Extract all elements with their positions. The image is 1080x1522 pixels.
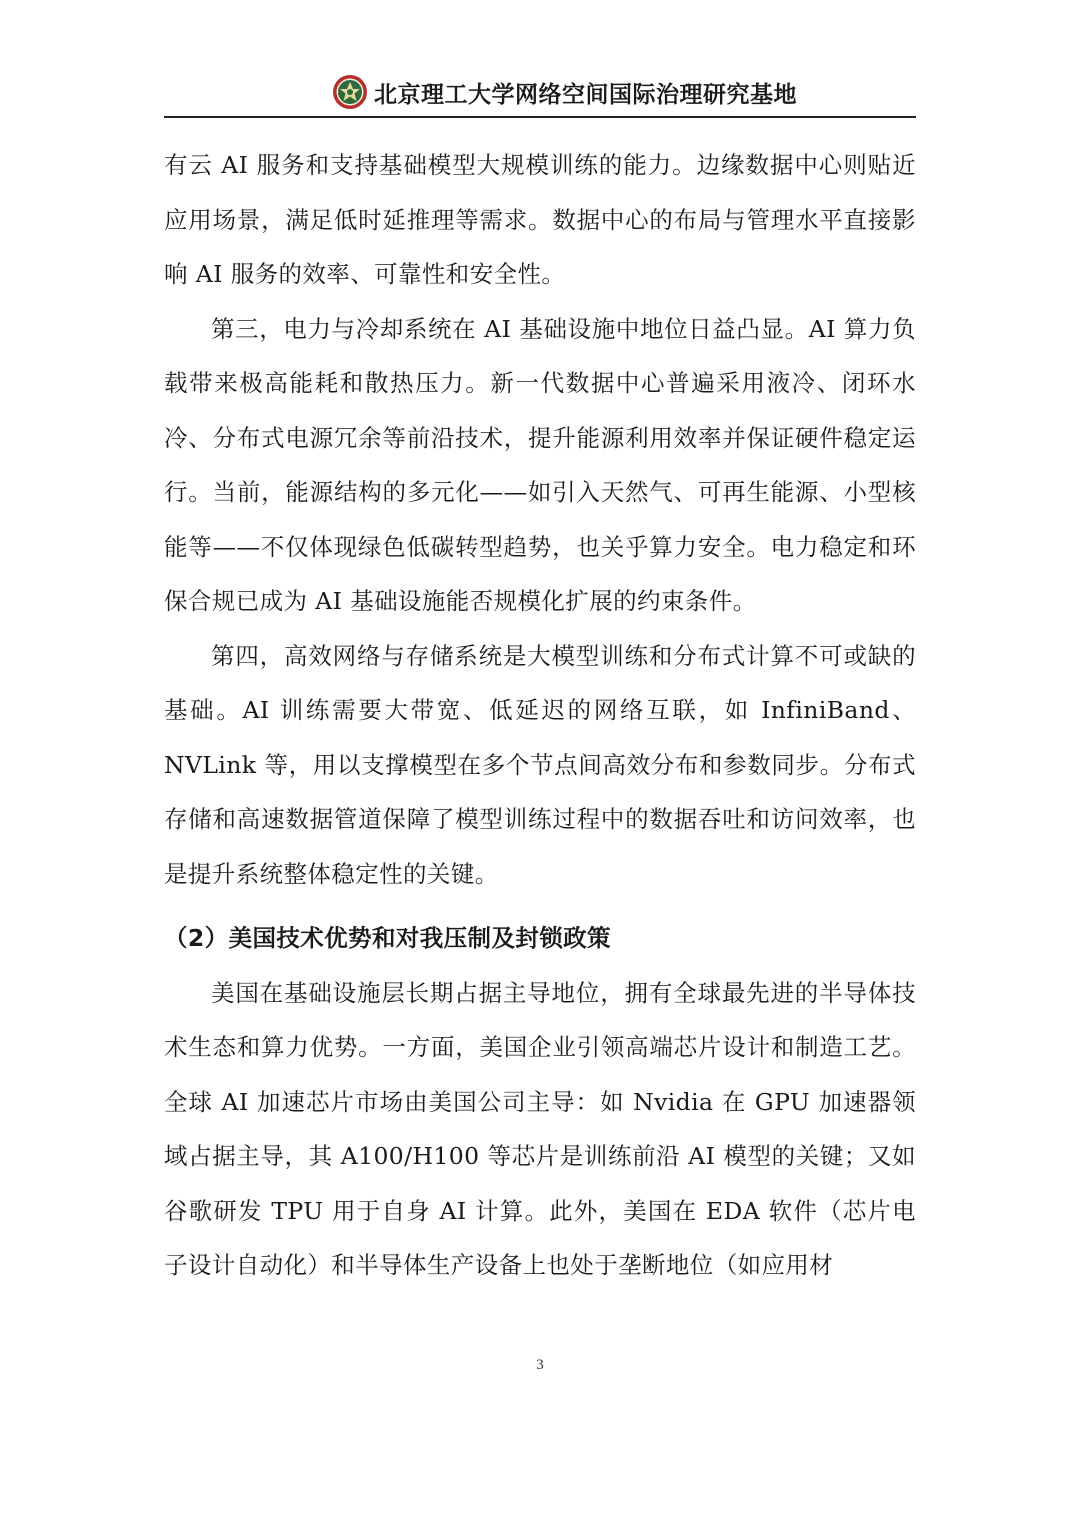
paragraph-us-advantage: 美国在基础设施层长期占据主导地位，拥有全球最先进的半导体技术生态和算力优势。一方面，美国企业引领高端芯片设计和制造工艺。全球 AI 加速芯片市场由美国公司主导：如 Nvidia 在 GPU 加速器领域占据主导，其 A100/H100 等芯片是训练前沿 AI 模型的关键；又如谷歌研发 TPU 用于自身 AI 计算。此外，美国在 EDA 软件（芯片电子设计自动化）和半导体生产设备上也处于垄断地位（如应用材 — [164, 978, 916, 1279]
document-body — [164, 138, 916, 1293]
page-header — [164, 70, 916, 118]
paragraph-network-storage: 第四，高效网络与存储系统是大模型训练和分布式计算不可或缺的基础。AI 训练需要大带宽、低延迟的网络互联，如 InfiniBand、NVLink 等，用以支撑模型在多个节点间高效分布和参数同步。分布式存储和高速数据管道保障了模型训练过程中的数据吞吐和访问效率，也是提升系统整体稳定性的关键。 — [164, 641, 916, 888]
paragraph-power-cooling: 第三，电力与冷却系统在 AI 基础设施中地位日益凸显。AI 算力负载带来极高能耗和散热压力。新一代数据中心普遍采用液冷、闭环水冷、分布式电源冗余等前沿技术，提升能源利用效率并保证硬件稳定运行。当前，能源结构的多元化——如引入天然气、可再生能源、小型核能等——不仅体现绿色低碳转型趋势，也关乎算力安全。电力稳定和环保合规已成为 AI 基础设施能否规模化扩展的约束条件。 — [164, 314, 916, 615]
page-number: 3 — [536, 1357, 544, 1373]
paragraph-continued: 有云 AI 服务和支持基础模型大规模训练的能力。边缘数据中心则贴近应用场景，满足低时延推理等需求。数据中心的布局与管理水平直接影响 AI 服务的效率、可靠性和安全性。 — [164, 151, 916, 288]
section-heading: （2）美国技术优势和对我压制及封锁政策 — [164, 924, 611, 952]
header-title: 北京理工大学网络空间国际治理研究基地 — [374, 81, 797, 108]
university-seal-icon — [332, 74, 368, 110]
header-inner — [332, 74, 797, 110]
